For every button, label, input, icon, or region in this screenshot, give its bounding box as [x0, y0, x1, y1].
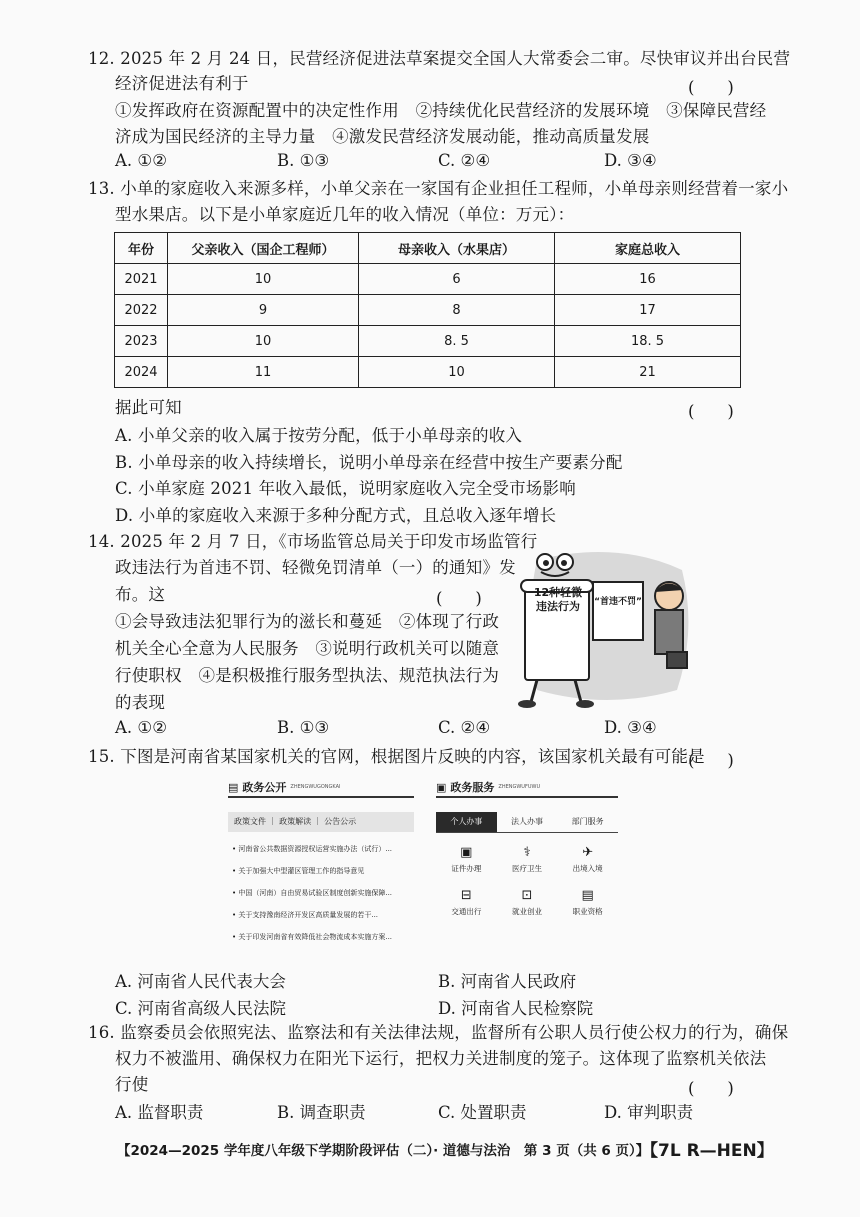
page-footer: 【2024—2025 学年度八年级下学期阶段评估（二）· 道德与法治 第 3 页（共 6 页）】 [117, 1143, 650, 1159]
tab-department[interactable]: 部门服务 [571, 817, 604, 826]
service-item[interactable] [497, 845, 558, 874]
service-label: 医疗卫生 [511, 864, 542, 873]
table-row [115, 264, 741, 295]
table-cell: 17 [555, 295, 741, 326]
list-item[interactable]: • 中国（河南）自由贸易试验区制度创新实施保障... [232, 889, 393, 897]
q13-option-a: A. 小单父亲的收入属于按劳分配，低于小单母亲的收入 [115, 426, 523, 445]
panel2-subtitle: ZHENGWUFUWU [498, 784, 541, 790]
bus-icon: ⊟ [460, 888, 472, 903]
q15-option-d: D. 河南省人民检察院 [438, 999, 594, 1018]
certificate-icon: ▤ [581, 888, 594, 903]
q12-answer-paren: ( ) [688, 78, 734, 97]
table-row [115, 295, 741, 326]
q13-answer-paren: ( ) [688, 402, 734, 421]
cartoon-illustration [497, 540, 697, 710]
list-item[interactable]: • 关于印发河南省有效降低社会物流成本实施方案... [232, 933, 393, 941]
document-icon: ▤ [228, 780, 239, 794]
q12-line4: 济成为国民经济的主导力量 ④激发民营经济发展动能，推动高质量发展 [115, 127, 650, 146]
q14-option-a: A. ①② [115, 718, 167, 737]
tab-personal[interactable]: 个人办事 [436, 812, 497, 832]
tab-legal-person[interactable]: 法人办事 [511, 817, 543, 826]
table-header-row [115, 233, 741, 264]
q16-option-a: A. 监督职责 [115, 1103, 204, 1122]
table-cell: 2023 [115, 326, 168, 357]
panel2-tabs [436, 812, 618, 833]
panel1-header [228, 778, 414, 798]
service-item[interactable] [557, 845, 618, 874]
q14-line2: 政违法行为首违不罚、轻微免罚清单（一）的通知》发 [115, 558, 516, 577]
q16-line1: 16. 监察委员会依照宪法、监察法和有关法律法规，监督所有公职人员行使公权力的行为，确保 [88, 1023, 789, 1042]
col-header-mother: 母亲收入（水果店） [359, 233, 555, 264]
q14-line6: 行使职权 ④是积极推行服务型执法、规范执法行为 [115, 666, 500, 685]
list-item[interactable]: • 关于支持豫南经济开发区高质量发展的若干... [232, 911, 379, 919]
q16-option-d: D. 审判职责 [604, 1103, 694, 1122]
table-cell: 10 [359, 357, 555, 388]
cartoon-scroll-text: 12种轻微违法行为 [533, 586, 583, 613]
q15-option-a: A. 河南省人民代表大会 [115, 972, 286, 991]
panel1-subtitle: ZHENGWUGONGKAI [290, 784, 341, 790]
q13-line1: 13. 小单的家庭收入来源多样，小单父亲在一家国有企业担任工程师，小单母亲则经营着一家小 [88, 179, 789, 198]
service-label: 交通出行 [451, 907, 482, 916]
col-header-total: 家庭总收入 [555, 233, 741, 264]
q14-line5: 机关全心全意为人民服务 ③说明行政机关可以随意 [115, 639, 500, 658]
gov-affairs-open-panel [228, 778, 414, 956]
service-grid [436, 845, 618, 917]
q14-line4: ①会导致违法犯罪行为的滋长和蔓延 ②体现了行政 [115, 612, 500, 631]
table-cell: 8 [359, 295, 555, 326]
id-card-icon: ▣ [460, 845, 473, 860]
q16-line3: 行使 [115, 1075, 149, 1094]
paper-code: 【7L R—HEN】 [641, 1141, 774, 1161]
table-cell: 2021 [115, 264, 168, 295]
q13-option-c: C. 小单家庭 2021 年收入最低，说明家庭收入完全受市场影响 [115, 479, 576, 498]
panel1-tabbar[interactable]: 政策文件 ｜ 政策解读 ｜ 公告公示 [228, 812, 414, 832]
q12-option-b: B. ①③ [277, 151, 330, 170]
briefcase-icon: ⊡ [521, 888, 533, 903]
stethoscope-icon: ⚕ [523, 845, 531, 860]
q13-line2: 型水果店。以下是小单家庭近几年的收入情况（单位：万元）： [115, 205, 575, 224]
service-icon: ▣ [436, 780, 447, 794]
col-header-year: 年份 [115, 233, 168, 264]
q15-answer-paren: ( ) [688, 751, 734, 770]
table-row [115, 357, 741, 388]
q15-option-b: B. 河南省人民政府 [438, 972, 577, 991]
q14-line7: 的表现 [115, 693, 166, 712]
panel2-title: 政务服务 [450, 781, 495, 794]
table-cell: 16 [555, 264, 741, 295]
list-item[interactable]: • 关于加强大中型灌区管理工作的指导意见 [232, 867, 365, 875]
service-item[interactable] [436, 845, 497, 874]
gov-services-panel [436, 778, 618, 956]
q14-answer-paren: ( ) [436, 589, 482, 608]
service-item[interactable] [497, 888, 558, 917]
list-item[interactable]: • 河南省公共数据资源授权运营实施办法（试行）... [232, 845, 393, 853]
q16-line2: 权力不被滥用、确保权力在阳光下运行，把权力关进制度的笼子。这体现了监察机关依法 [115, 1049, 767, 1068]
service-item[interactable] [557, 888, 618, 917]
q15-line1: 15. 下图是河南省某国家机关的官网，根据图片反映的内容，该国家机关最有可能是 [88, 747, 705, 766]
q12-option-a: A. ①② [115, 151, 167, 170]
table-cell: 10 [168, 264, 359, 295]
q16-option-c: C. 处置职责 [438, 1103, 527, 1122]
table-cell: 18. 5 [555, 326, 741, 357]
table-cell: 11 [168, 357, 359, 388]
q13-stem: 据此可知 [115, 398, 182, 417]
table-cell: 8. 5 [359, 326, 555, 357]
plane-icon: ✈ [582, 845, 594, 860]
cartoon-sign-text: “首违不罚” [594, 597, 642, 607]
q12-option-c: C. ②④ [438, 151, 491, 170]
service-label: 证件办理 [451, 864, 482, 873]
q14-line3: 布。这 [115, 585, 166, 604]
q14-option-c: C. ②④ [438, 718, 491, 737]
table-cell: 2022 [115, 295, 168, 326]
q16-answer-paren: ( ) [688, 1079, 734, 1098]
service-label: 就业创业 [511, 907, 542, 916]
q14-option-b: B. ①③ [277, 718, 330, 737]
panel2-header [436, 778, 618, 798]
q12-line2: 经济促进法有利于 [115, 74, 249, 93]
q13-option-b: B. 小单母亲的收入持续增长，说明小单母亲在经营中按生产要素分配 [115, 453, 623, 472]
q13-option-d: D. 小单的家庭收入来源于多种分配方式，且总收入逐年增长 [115, 506, 557, 525]
table-cell: 10 [168, 326, 359, 357]
q16-option-b: B. 调查职责 [277, 1103, 366, 1122]
table-cell: 9 [168, 295, 359, 326]
service-label: 出境入境 [572, 864, 603, 873]
q12-line3: ①发挥政府在资源配置中的决定性作用 ②持续优化民营经济的发展环境 ③保障民营经 [115, 101, 767, 120]
q14-line1: 14. 2025 年 2 月 7 日，《市场监管总局关于印发市场监管行 [88, 532, 538, 551]
table-cell: 21 [555, 357, 741, 388]
panel1-title: 政务公开 [242, 781, 287, 794]
table-row [115, 326, 741, 357]
table-cell: 6 [359, 264, 555, 295]
service-label: 职业资格 [572, 907, 603, 916]
table-cell: 2024 [115, 357, 168, 388]
col-header-father: 父亲收入（国企工程师） [168, 233, 359, 264]
q12-line1: 12. 2025 年 2 月 24 日，民营经济促进法草案提交全国人大常委会二审。尽快审议并出台民营 [88, 49, 791, 68]
q15-option-c: C. 河南省高级人民法院 [115, 999, 287, 1018]
q12-option-d: D. ③④ [604, 151, 657, 170]
q14-option-d: D. ③④ [604, 718, 657, 737]
income-table [114, 232, 741, 388]
service-item[interactable] [436, 888, 497, 917]
